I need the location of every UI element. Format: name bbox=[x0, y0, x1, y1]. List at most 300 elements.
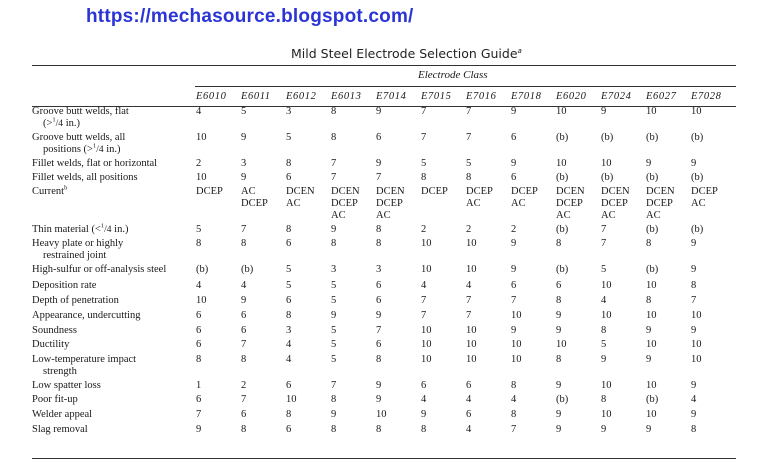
cell-e7016 bbox=[466, 158, 511, 172]
cell-e7028 bbox=[691, 339, 736, 354]
cell-e6010 bbox=[196, 106, 241, 132]
cell-e7018 bbox=[511, 186, 556, 224]
cell-value: 9 bbox=[376, 106, 382, 117]
cell-value: (b) bbox=[646, 132, 659, 143]
cell-e7014 bbox=[376, 295, 421, 310]
cell-e6011 bbox=[241, 380, 286, 394]
cell-e7015 bbox=[421, 106, 466, 132]
cell-value: 9 bbox=[331, 409, 337, 420]
cell-value: 8 bbox=[331, 238, 337, 249]
cell-value: AC bbox=[466, 198, 481, 209]
cell-value: 7 bbox=[376, 172, 382, 183]
cell-value: 6 bbox=[556, 280, 562, 291]
cell-value: 8 bbox=[376, 238, 382, 249]
cell-e7016 bbox=[466, 264, 511, 280]
cell-e6013 bbox=[331, 172, 376, 186]
cell-e6013 bbox=[331, 409, 376, 424]
cell-e6012 bbox=[286, 424, 331, 439]
cell-value: AC bbox=[331, 210, 346, 221]
cell-e7024 bbox=[601, 106, 646, 132]
cell-value: 6 bbox=[241, 325, 247, 336]
row-label-line: positions (>$^1$/4 in.) bbox=[43, 142, 121, 155]
cell-e7016 bbox=[466, 295, 511, 310]
cell-e7028 bbox=[691, 172, 736, 186]
column-header-e6027: E6027 bbox=[646, 91, 677, 102]
cell-value: 9 bbox=[196, 424, 202, 435]
cell-e7015 bbox=[421, 158, 466, 172]
cell-e7016 bbox=[466, 280, 511, 295]
column-header-e7018: E7018 bbox=[511, 91, 542, 102]
cell-e7028 bbox=[691, 158, 736, 172]
cell-e7016 bbox=[466, 409, 511, 424]
cell-value: 5 bbox=[421, 158, 427, 169]
cell-e7014 bbox=[376, 310, 421, 325]
cell-e6010 bbox=[196, 409, 241, 424]
cell-e7028 bbox=[691, 310, 736, 325]
cell-value: 10 bbox=[646, 380, 657, 391]
cell-e6027 bbox=[646, 132, 691, 158]
cell-value: 10 bbox=[421, 354, 432, 365]
cell-e7024 bbox=[601, 339, 646, 354]
cell-value: 4 bbox=[691, 394, 697, 405]
cell-e7014 bbox=[376, 132, 421, 158]
cell-value: 2 bbox=[511, 224, 517, 235]
cell-e6012 bbox=[286, 186, 331, 224]
cell-e7028 bbox=[691, 224, 736, 238]
cell-value: (b) bbox=[556, 132, 569, 143]
cell-e7014 bbox=[376, 424, 421, 439]
cell-value: 9 bbox=[511, 325, 517, 336]
cell-e6011 bbox=[241, 409, 286, 424]
cell-e6010 bbox=[196, 224, 241, 238]
cell-e6011 bbox=[241, 132, 286, 158]
table-row bbox=[32, 172, 736, 186]
cell-value: 9 bbox=[511, 264, 517, 275]
cell-e6013 bbox=[331, 132, 376, 158]
table-row bbox=[32, 224, 736, 238]
cell-value: 7 bbox=[196, 409, 202, 420]
cell-e7028 bbox=[691, 264, 736, 280]
table-row bbox=[32, 325, 736, 339]
cell-e7028 bbox=[691, 325, 736, 339]
cell-value: 10 bbox=[196, 172, 207, 183]
cell-value: 8 bbox=[331, 394, 337, 405]
cell-e6010 bbox=[196, 424, 241, 439]
cell-value: DCEP bbox=[511, 186, 538, 197]
cell-value: DCEP bbox=[421, 186, 448, 197]
cell-e6012 bbox=[286, 172, 331, 186]
cell-value: 6 bbox=[511, 280, 517, 291]
cell-e7015 bbox=[421, 172, 466, 186]
cell-e7016 bbox=[466, 394, 511, 409]
cell-e7015 bbox=[421, 295, 466, 310]
cell-value: 4 bbox=[421, 394, 427, 405]
cell-e7018 bbox=[511, 106, 556, 132]
cell-value: 9 bbox=[376, 310, 382, 321]
table-row bbox=[32, 394, 736, 409]
cell-e7028 bbox=[691, 295, 736, 310]
cell-value: 3 bbox=[286, 325, 292, 336]
cell-value: 9 bbox=[421, 409, 427, 420]
cell-value: 8 bbox=[376, 354, 382, 365]
cell-value: 2 bbox=[196, 158, 202, 169]
cell-e6020 bbox=[556, 354, 601, 380]
cell-value: 10 bbox=[646, 106, 657, 117]
cell-e7024 bbox=[601, 158, 646, 172]
cell-value: 9 bbox=[331, 224, 337, 235]
cell-e7024 bbox=[601, 424, 646, 439]
cell-e7024 bbox=[601, 295, 646, 310]
cell-value: 10 bbox=[511, 354, 522, 365]
bottom-rule bbox=[32, 458, 736, 459]
cell-e6011 bbox=[241, 295, 286, 310]
cell-e6013 bbox=[331, 158, 376, 172]
cell-e7015 bbox=[421, 310, 466, 325]
cell-value: DCEN bbox=[556, 186, 585, 197]
row-label bbox=[32, 132, 196, 158]
cell-e6010 bbox=[196, 280, 241, 295]
table-row bbox=[32, 424, 736, 439]
cell-value: 7 bbox=[511, 424, 517, 435]
cell-value: 8 bbox=[556, 238, 562, 249]
cell-e6027 bbox=[646, 380, 691, 394]
cell-value: 10 bbox=[421, 339, 432, 350]
cell-value: 7 bbox=[421, 310, 427, 321]
cell-e6012 bbox=[286, 310, 331, 325]
cell-value: 7 bbox=[241, 394, 247, 405]
cell-value: 8 bbox=[196, 354, 202, 365]
cell-value: 8 bbox=[466, 172, 472, 183]
cell-value: 1 bbox=[196, 380, 202, 391]
row-label bbox=[32, 409, 196, 424]
row-label-line: Fillet welds, flat or horizontal bbox=[32, 158, 158, 169]
table-row bbox=[32, 310, 736, 325]
table-row bbox=[32, 295, 736, 310]
cell-e7015 bbox=[421, 394, 466, 409]
cell-value: (b) bbox=[691, 224, 704, 235]
cell-value: 10 bbox=[466, 354, 477, 365]
cell-e7016 bbox=[466, 186, 511, 224]
cell-value: 6 bbox=[466, 409, 472, 420]
cell-value: 8 bbox=[646, 238, 652, 249]
cell-e6011 bbox=[241, 339, 286, 354]
cell-value: 6 bbox=[376, 339, 382, 350]
column-header-e6011: E6011 bbox=[241, 91, 271, 102]
cell-value: 5 bbox=[331, 295, 337, 306]
cell-value: 10 bbox=[196, 132, 207, 143]
row-label-line: Heavy plate or highly bbox=[32, 238, 124, 249]
table-body bbox=[32, 106, 736, 439]
cell-value: DCEN bbox=[376, 186, 405, 197]
cell-e6013 bbox=[331, 424, 376, 439]
cell-value: 10 bbox=[646, 339, 657, 350]
cell-e6020 bbox=[556, 339, 601, 354]
cell-value: 9 bbox=[556, 325, 562, 336]
cell-e7028 bbox=[691, 106, 736, 132]
cell-e6011 bbox=[241, 106, 286, 132]
cell-value: 4 bbox=[286, 354, 292, 365]
cell-e7024 bbox=[601, 280, 646, 295]
cell-value: 6 bbox=[376, 132, 382, 143]
cell-value: 10 bbox=[376, 409, 387, 420]
cell-value: 9 bbox=[691, 409, 697, 420]
cell-e7014 bbox=[376, 158, 421, 172]
row-label bbox=[32, 172, 196, 186]
cell-e7015 bbox=[421, 224, 466, 238]
cell-e6010 bbox=[196, 339, 241, 354]
table-row bbox=[32, 409, 736, 424]
row-label bbox=[32, 354, 196, 380]
cell-e7018 bbox=[511, 409, 556, 424]
cell-e7016 bbox=[466, 325, 511, 339]
cell-e7014 bbox=[376, 394, 421, 409]
cell-e6012 bbox=[286, 295, 331, 310]
cell-value: 9 bbox=[556, 310, 562, 321]
cell-value: 4 bbox=[286, 339, 292, 350]
cell-value: 3 bbox=[241, 158, 247, 169]
cell-value: 4 bbox=[601, 295, 607, 306]
cell-e7018 bbox=[511, 394, 556, 409]
cell-value: 8 bbox=[241, 238, 247, 249]
cell-value: 5 bbox=[331, 354, 337, 365]
cell-e7024 bbox=[601, 264, 646, 280]
cell-e7015 bbox=[421, 325, 466, 339]
cell-value: 8 bbox=[286, 224, 292, 235]
cell-value: DCEP bbox=[646, 198, 673, 209]
cell-value: 8 bbox=[511, 409, 517, 420]
cell-value: 9 bbox=[646, 354, 652, 365]
cell-e6010 bbox=[196, 186, 241, 224]
cell-value: DCEP bbox=[691, 186, 718, 197]
cell-e6020 bbox=[556, 224, 601, 238]
cell-value: 8 bbox=[331, 132, 337, 143]
electrode-class-label: Electrode Class bbox=[418, 69, 488, 81]
cell-e7016 bbox=[466, 132, 511, 158]
row-label-line: Deposition rate bbox=[32, 280, 97, 291]
cell-e7028 bbox=[691, 238, 736, 264]
cell-value: 9 bbox=[601, 106, 607, 117]
table-row bbox=[32, 132, 736, 158]
cell-value: 7 bbox=[331, 158, 337, 169]
cell-value: 8 bbox=[421, 424, 427, 435]
cell-e6013 bbox=[331, 264, 376, 280]
cell-value: 9 bbox=[556, 409, 562, 420]
cell-value: AC bbox=[286, 198, 301, 209]
cell-value: (b) bbox=[601, 172, 614, 183]
cell-e7024 bbox=[601, 310, 646, 325]
cell-e6020 bbox=[556, 238, 601, 264]
cell-e7014 bbox=[376, 238, 421, 264]
cell-e6020 bbox=[556, 106, 601, 132]
cell-e6011 bbox=[241, 280, 286, 295]
cell-value: 9 bbox=[691, 380, 697, 391]
row-label-line: High-sulfur or off-analysis steel bbox=[32, 264, 167, 275]
cell-value: AC bbox=[646, 210, 661, 221]
watermark-url: https://mechasource.blogspot.com/ bbox=[86, 6, 414, 27]
cell-value: 8 bbox=[376, 424, 382, 435]
cell-value: DCEP bbox=[331, 198, 358, 209]
cell-value: 9 bbox=[241, 172, 247, 183]
row-label bbox=[32, 339, 196, 354]
row-label-line: Poor fit-up bbox=[32, 394, 78, 405]
cell-e6027 bbox=[646, 354, 691, 380]
cell-value: 10 bbox=[646, 310, 657, 321]
cell-value: 10 bbox=[646, 280, 657, 291]
cell-e6011 bbox=[241, 158, 286, 172]
cell-e7018 bbox=[511, 295, 556, 310]
cell-e7024 bbox=[601, 172, 646, 186]
cell-value: 6 bbox=[376, 280, 382, 291]
column-header-e7024: E7024 bbox=[601, 91, 632, 102]
cell-value: 9 bbox=[691, 158, 697, 169]
cell-value: 3 bbox=[376, 264, 382, 275]
column-header-e6013: E6013 bbox=[331, 91, 362, 102]
cell-e6010 bbox=[196, 310, 241, 325]
cell-value: 6 bbox=[286, 295, 292, 306]
cell-e7024 bbox=[601, 224, 646, 238]
cell-e7018 bbox=[511, 310, 556, 325]
cell-e6012 bbox=[286, 132, 331, 158]
cell-e6012 bbox=[286, 106, 331, 132]
cell-e7015 bbox=[421, 409, 466, 424]
cell-e7016 bbox=[466, 339, 511, 354]
row-label-line: (>$^1$/4 in.) bbox=[43, 116, 80, 129]
cell-value: (b) bbox=[691, 172, 704, 183]
column-header-row bbox=[32, 91, 736, 106]
cell-e6012 bbox=[286, 409, 331, 424]
cell-value: 9 bbox=[376, 158, 382, 169]
cell-value: 8 bbox=[376, 224, 382, 235]
cell-value: (b) bbox=[556, 264, 569, 275]
row-label-line: Appearance, undercutting bbox=[32, 310, 141, 321]
table-row bbox=[32, 238, 736, 264]
cell-value: 9 bbox=[691, 264, 697, 275]
cell-e7014 bbox=[376, 409, 421, 424]
cell-e6027 bbox=[646, 172, 691, 186]
cell-e6010 bbox=[196, 264, 241, 280]
cell-e7015 bbox=[421, 132, 466, 158]
cell-value: 10 bbox=[511, 310, 522, 321]
cell-e6012 bbox=[286, 264, 331, 280]
row-label-line: Current bbox=[32, 186, 65, 197]
cell-value: 10 bbox=[421, 238, 432, 249]
cell-e6020 bbox=[556, 380, 601, 394]
cell-e7028 bbox=[691, 354, 736, 380]
cell-e7018 bbox=[511, 280, 556, 295]
cell-value: 8 bbox=[646, 295, 652, 306]
cell-value: 7 bbox=[331, 172, 337, 183]
cell-e6010 bbox=[196, 394, 241, 409]
cell-value: 4 bbox=[421, 280, 427, 291]
cell-value: 9 bbox=[331, 310, 337, 321]
title-footnote-mark: a bbox=[517, 46, 522, 55]
cell-value: 6 bbox=[196, 339, 202, 350]
cell-e6020 bbox=[556, 280, 601, 295]
cell-value: 6 bbox=[241, 310, 247, 321]
cell-value: 5 bbox=[286, 264, 292, 275]
cell-e7016 bbox=[466, 172, 511, 186]
table-row bbox=[32, 280, 736, 295]
cell-e7028 bbox=[691, 424, 736, 439]
cell-value: 4 bbox=[196, 280, 202, 291]
cell-value: 5 bbox=[331, 339, 337, 350]
cell-e7024 bbox=[601, 325, 646, 339]
cell-value: 7 bbox=[331, 380, 337, 391]
cell-value: DCEP bbox=[601, 198, 628, 209]
class-rule bbox=[195, 86, 736, 87]
column-header-e6020: E6020 bbox=[556, 91, 587, 102]
cell-e7028 bbox=[691, 380, 736, 394]
cell-value: 10 bbox=[691, 310, 702, 321]
cell-e6010 bbox=[196, 354, 241, 380]
cell-value: AC bbox=[511, 198, 526, 209]
cell-e6013 bbox=[331, 310, 376, 325]
cell-value: 7 bbox=[421, 106, 427, 117]
cell-value: 8 bbox=[556, 354, 562, 365]
cell-e7028 bbox=[691, 280, 736, 295]
cell-value: 6 bbox=[286, 380, 292, 391]
cell-value: 5 bbox=[601, 264, 607, 275]
cell-e6010 bbox=[196, 325, 241, 339]
row-label bbox=[32, 325, 196, 339]
cell-value: 7 bbox=[601, 224, 607, 235]
cell-e7016 bbox=[466, 310, 511, 325]
cell-e6013 bbox=[331, 394, 376, 409]
cell-e6027 bbox=[646, 264, 691, 280]
cell-e7015 bbox=[421, 264, 466, 280]
row-label bbox=[32, 424, 196, 439]
cell-value: 8 bbox=[556, 295, 562, 306]
cell-value: 6 bbox=[511, 132, 517, 143]
cell-value: 7 bbox=[511, 295, 517, 306]
row-label-line: Slag removal bbox=[32, 424, 88, 435]
cell-value: 9 bbox=[646, 158, 652, 169]
cell-e7018 bbox=[511, 339, 556, 354]
cell-e6013 bbox=[331, 186, 376, 224]
cell-e7015 bbox=[421, 424, 466, 439]
cell-value: 9 bbox=[241, 132, 247, 143]
column-header-e7014: E7014 bbox=[376, 91, 407, 102]
cell-e6027 bbox=[646, 394, 691, 409]
cell-value: 5 bbox=[286, 280, 292, 291]
cell-value: 10 bbox=[421, 325, 432, 336]
cell-value: 10 bbox=[601, 409, 612, 420]
cell-value: 10 bbox=[466, 339, 477, 350]
cell-value: 10 bbox=[421, 264, 432, 275]
cell-value: DCEN bbox=[286, 186, 315, 197]
row-label bbox=[32, 264, 196, 280]
cell-value: 8 bbox=[601, 325, 607, 336]
cell-e6011 bbox=[241, 224, 286, 238]
cell-value: 8 bbox=[421, 172, 427, 183]
cell-value: 9 bbox=[511, 158, 517, 169]
cell-e7018 bbox=[511, 264, 556, 280]
cell-value: 9 bbox=[646, 325, 652, 336]
cell-value: 9 bbox=[511, 238, 517, 249]
cell-value: 8 bbox=[286, 158, 292, 169]
column-header-e6012: E6012 bbox=[286, 91, 317, 102]
cell-value: (b) bbox=[556, 224, 569, 235]
cell-e7028 bbox=[691, 132, 736, 158]
cell-value: 4 bbox=[241, 280, 247, 291]
cell-e7018 bbox=[511, 132, 556, 158]
cell-value: 6 bbox=[286, 238, 292, 249]
cell-e6020 bbox=[556, 295, 601, 310]
cell-e6010 bbox=[196, 380, 241, 394]
cell-e7016 bbox=[466, 424, 511, 439]
cell-value: 7 bbox=[466, 310, 472, 321]
cell-e6011 bbox=[241, 238, 286, 264]
